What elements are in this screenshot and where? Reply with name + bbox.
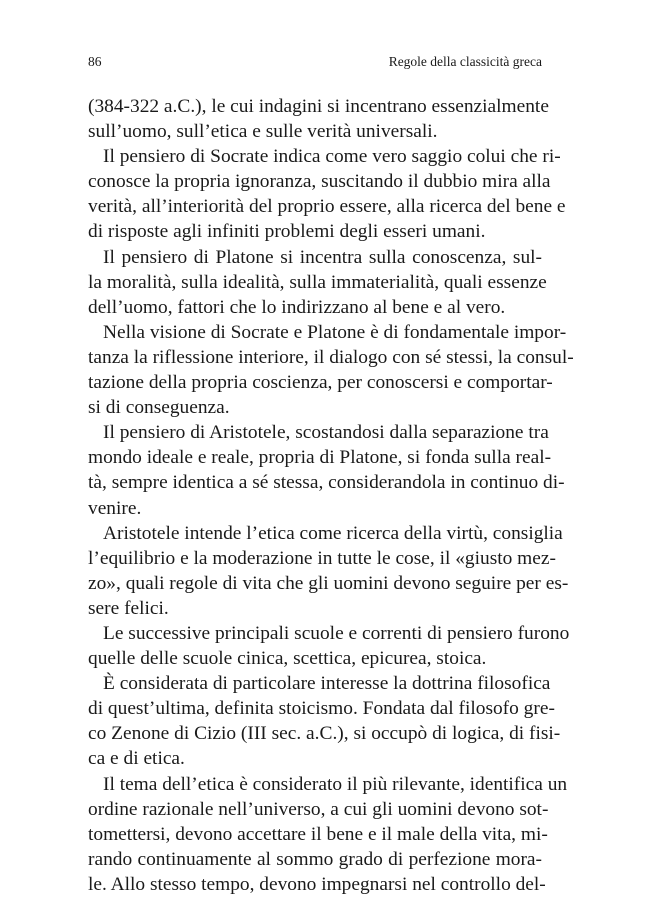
text-line: venire. (88, 497, 142, 519)
text-line: conosce la propria ignoranza, suscitando il dubbio mira alla (88, 171, 551, 193)
text-line: (384-322 a.C.), le cui indagini si incentrano essenzialmente (88, 96, 549, 117)
text-line: tanza la riflessione interiore, il dialogo con sé stessi, la consul- (88, 346, 574, 368)
text-line: mondo ideale e reale, propria di Platone, si fonda sulla real- (88, 447, 552, 469)
text-line: sull’uomo, sull’etica e sulle verità universali. (88, 121, 438, 143)
text-line: si di conseguenza. (88, 397, 230, 419)
text-line: Aristotele intende l’etica come ricerca della virtù, consiglia (103, 522, 563, 544)
text-line: Le successive principali scuole e correnti di pensiero furono (103, 622, 570, 644)
text-line: ordine razionale nell’universo, a cui gli uomini devono sot- (88, 798, 549, 820)
text-line: rando continuamente al sommo grado di perfezione mora- (88, 848, 542, 870)
text-line: Nella visione di Socrate e Platone è di fondamentale impor- (103, 321, 567, 343)
text-line: sere felici. (88, 597, 169, 619)
text-line: Il pensiero di Socrate indica come vero saggio colui che ri- (103, 146, 561, 168)
running-title: Regole della classicità greca (388, 54, 542, 69)
text-line: ca e di etica. (88, 748, 185, 770)
page-number: 86 (88, 54, 102, 69)
text-line: l’equilibrio e la moderazione in tutte le cose, il «giusto mez- (88, 547, 556, 569)
page-header (88, 54, 542, 76)
text-line: di quest’ultima, definita stoicismo. Fondata dal filosofo gre- (88, 698, 555, 720)
text-line: verità, all’interiorità del proprio essere, alla ricerca del bene e (88, 196, 566, 218)
text-line: la moralità, sulla idealità, sulla immaterialità, quali essenze (88, 271, 547, 293)
text-line: quelle delle scuole cinica, scettica, epicurea, stoica. (88, 648, 487, 670)
text-line: tazione della propria coscienza, per conoscersi e comportar- (88, 372, 553, 394)
text-line: di risposte agli infiniti problemi degli esseri umani. (88, 221, 486, 243)
text-line: tà, sempre identica a sé stessa, considerandola in continuo di- (88, 472, 565, 494)
text-line: Il pensiero di Platone si incentra sulla conoscenza, sul- (103, 246, 542, 268)
text-line: tomettersi, devono accettare il bene e il male della vita, mi- (88, 823, 548, 845)
text-line: È considerata di particolare interesse la dottrina filosofica (103, 673, 551, 695)
text-line: dell’uomo, fattori che lo indirizzano al bene e al vero. (88, 296, 506, 318)
text-line: le. Allo stesso tempo, devono impegnarsi nel controllo del- (88, 873, 546, 895)
text-line: zo», quali regole di vita che gli uomini devono seguire per es- (88, 572, 569, 594)
text-line: co Zenone di Cizio (III sec. a.C.), si occupò di logica, di fisi- (88, 723, 561, 745)
text-line: Il tema dell’etica è considerato il più rilevante, identifica un (103, 773, 568, 795)
body-text (88, 94, 574, 897)
text-line: Il pensiero di Aristotele, scostandosi dalla separazione tra (103, 422, 549, 444)
